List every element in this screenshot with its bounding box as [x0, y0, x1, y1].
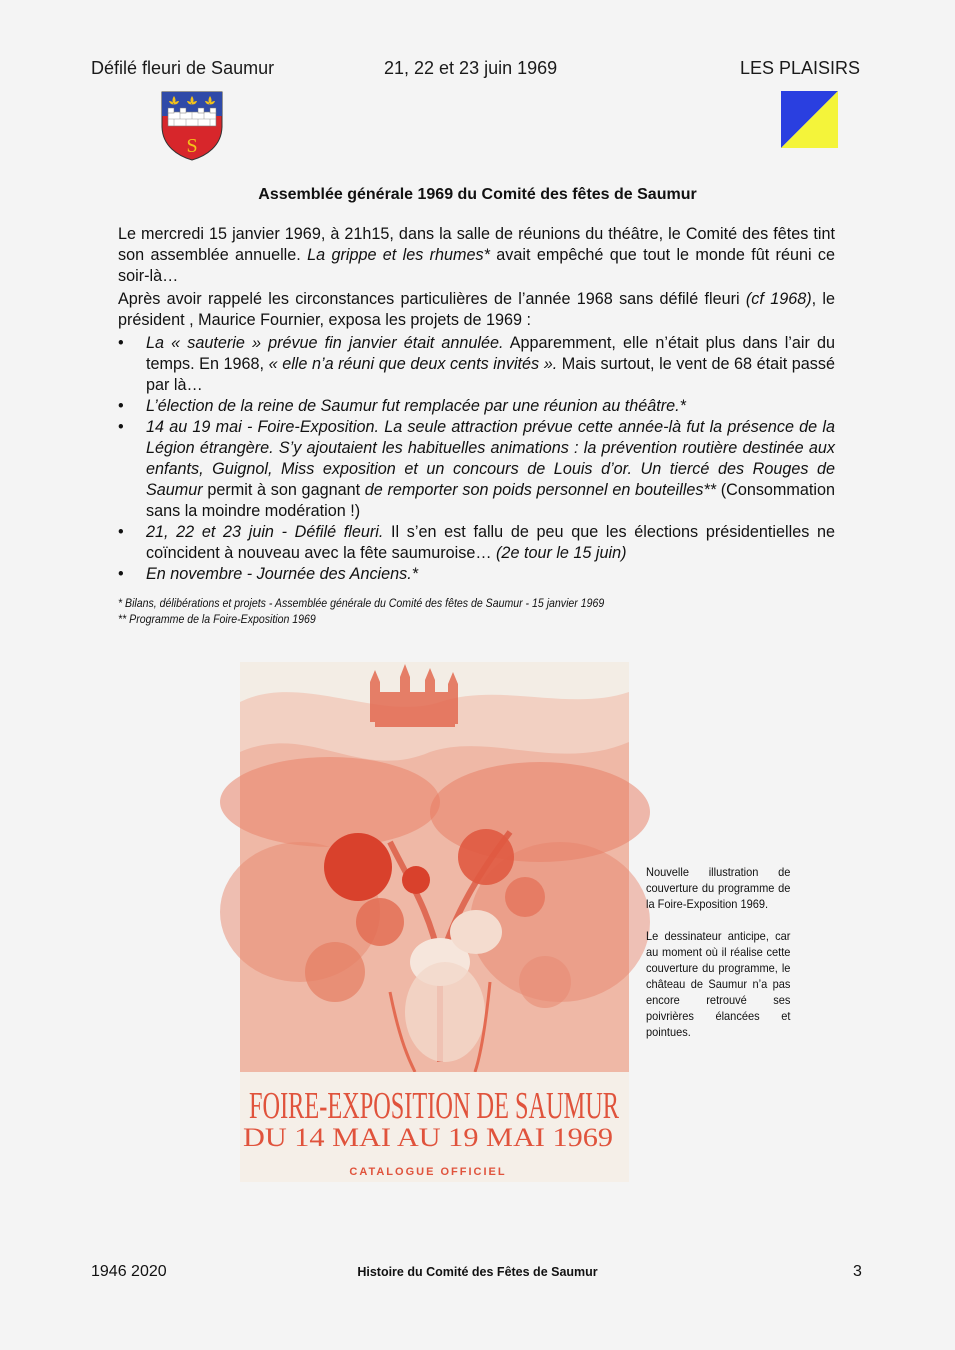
header-left-title: Défilé fleuri de Saumur — [91, 58, 275, 78]
list-item — [118, 417, 835, 522]
bullet-dot: • — [118, 565, 124, 583]
poster-catalogue: CATALOGUE OFFICIEL — [349, 1166, 507, 1178]
list-item — [118, 564, 835, 585]
b1-text-a: La « sauterie » prévue fin janvier était annulée. — [146, 334, 504, 352]
project-list — [118, 333, 835, 585]
footnote-2: ** Programme de la Foire-Exposition 1969 — [118, 612, 316, 626]
footer-years: 1946 2020 — [91, 1263, 167, 1280]
b1-text-c: « elle n’a réuni que deux cents invités ». — [268, 355, 558, 373]
bullet-dot: • — [118, 523, 124, 541]
footnote-1: * Bilans, délibérations et projets - Assemblée générale du Comité des fêtes de Saumur - 15 janvier 1969 — [118, 596, 605, 610]
p2-text-b: (cf 1968) — [745, 290, 812, 308]
b5-text: En novembre - Journée des Anciens.* — [146, 565, 419, 583]
b1-text-d: Mais surtout, le vent de 68 était passé par là… — [146, 355, 835, 394]
b4-text-b: Il s’en est fallu de peu que les élections présidentielles ne coïncident à nouveau avec la fête saumuroise… — [146, 523, 835, 562]
poster-dates: DU 14 MAI AU 19 MAI 1969 — [243, 1123, 613, 1152]
caption-paragraph-2: Le dessinateur anticipe, car au moment où il réalise cette couverture du programme, le château de Saumur n’a pas encore retrouvé ses poivrières élancées et pointues. — [646, 929, 791, 1039]
b3-text-d: (Consommation sans la moindre modération !) — [146, 481, 835, 520]
b3-text-c: de remporter son poids personnel en bouteilles** — [364, 481, 717, 499]
b3-text-b: permit à son gagnant — [202, 481, 365, 499]
saumur-crest-logo — [160, 90, 224, 162]
list-item — [118, 522, 835, 564]
p1-text-c: avait empêché que tout le monde fût réuni ce soir-là… — [118, 246, 835, 285]
bullet-dot: • — [118, 418, 124, 436]
poster-illustration — [240, 662, 629, 1182]
article-title: Assemblée générale 1969 du Comité des fêtes de Saumur — [258, 186, 697, 203]
footer-book-title: Histoire du Comité des Fêtes de Saumur — [357, 1265, 598, 1279]
crest-letter: S — [186, 135, 198, 157]
header-dates: 21, 22 et 23 juin 1969 — [384, 58, 558, 78]
list-item — [118, 333, 835, 396]
b3-text-a: 14 au 19 mai - Foire-Exposition. La seule attraction prévue cette année-là fut la présence de la Légion étrangère. S’y ajoutaient les habituelles animations : la prévention routière destinée aux enfants, Guignol, Miss exposition et un concours de Louis d’or. Un tiercé des Rouges de Saumur — [146, 418, 835, 499]
page-number: 3 — [853, 1263, 862, 1280]
p2-text-a: Après avoir rappelé les circonstances particulières de l’année 1968 sans défilé fleuri — [118, 290, 746, 308]
b1-text-b: Apparemment, elle n’était plus dans l’air du temps. En 1968, — [146, 334, 836, 373]
b4-text-c: (2e tour le 15 juin) — [496, 544, 627, 562]
paragraph-2 — [118, 289, 835, 331]
footnotes — [118, 595, 734, 627]
article-body — [118, 224, 835, 585]
p1-text-a: Le mercredi 15 janvier 1969, à 21h15, dans la salle de réunions du théâtre, le Comité des fêtes tint son assemblée annuelle. — [118, 225, 835, 264]
poster-title: FOIRE-EXPOSITION DE SAUMUR — [249, 1085, 620, 1127]
p1-text-b: La grippe et les rhumes* — [307, 246, 490, 264]
saumur-flag-logo — [781, 91, 838, 148]
b4-text-a: 21, 22 et 23 juin - Défilé fleuri. — [146, 523, 384, 541]
poster-image — [240, 662, 629, 1182]
paragraph-1 — [118, 224, 835, 287]
bullet-dot: • — [118, 397, 124, 415]
b2-text: L’élection de la reine de Saumur fut remplacée par une réunion au théâtre.* — [146, 397, 686, 415]
caption-paragraph-1: Nouvelle illustration de couverture du programme de la Foire-Exposition 1969. — [646, 865, 791, 911]
header-section: LES PLAISIRS — [740, 58, 861, 78]
list-item — [118, 396, 835, 417]
bullet-dot: • — [118, 334, 124, 352]
p2-text-c: , le président , Maurice Fournier, exposa les projets de 1969 : — [118, 290, 835, 329]
image-caption — [646, 864, 790, 1056]
